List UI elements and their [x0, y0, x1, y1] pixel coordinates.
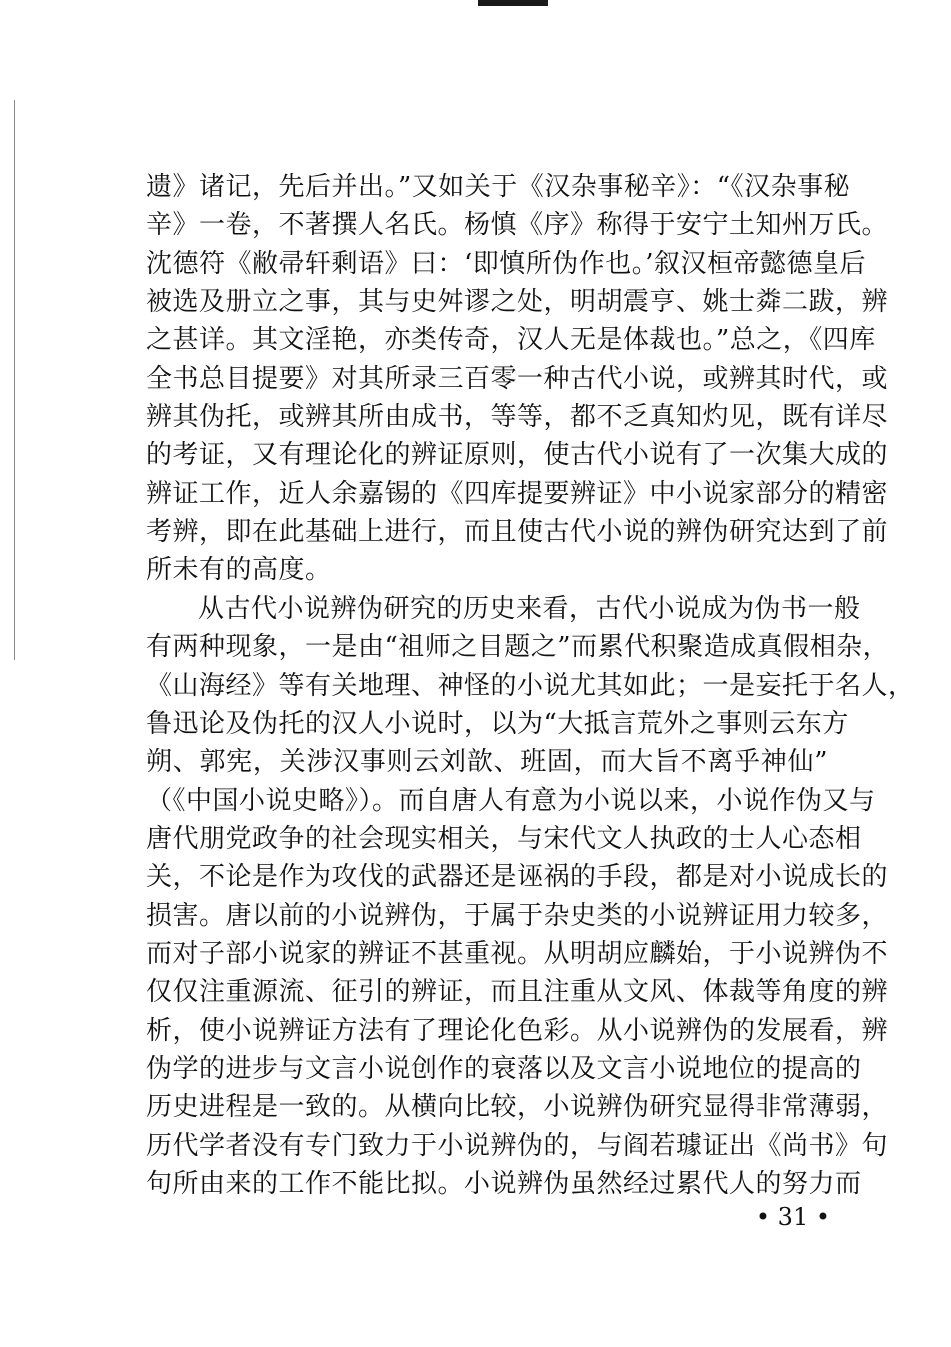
text-line: 历代学者没有专门致力于小说辨伪的，与阎若璩证出《尚书》句: [146, 1131, 889, 1161]
text-line: 所未有的高度。: [146, 555, 332, 585]
text-line: 朔、郭宪，关涉汉事则云刘歆、班固，而大旨不离乎神仙”: [146, 747, 828, 777]
page-number: • 31 •: [755, 1203, 830, 1231]
text-line: 鲁迅论及伪托的汉人小说时，以为“大抵言荒外之事则云东方: [146, 709, 849, 739]
text-line: 《山海经》等有关地理、神怪的小说尤其如此；一是妄托于名人，: [146, 671, 915, 701]
text-line: 的考证，又有理论化的辨证原则，使古代小说有了一次集大成的: [146, 440, 889, 470]
text-line: 历史进程是一致的。从横向比较，小说辨伪研究显得非常薄弱，: [146, 1092, 889, 1122]
text-line: 唐代朋党政争的社会现实相关，与宋代文人执政的士人心态相: [146, 824, 862, 854]
text-line: 遗》诸记，先后并出。”又如关于《汉杂事秘辛》：“《汉杂事秘: [146, 172, 851, 202]
text-line: 有两种现象，一是由“祖师之目题之”而累代积聚造成真假相杂，: [146, 632, 890, 662]
text-line: 辨证工作，近人余嘉锡的《四库提要辨证》中小说家部分的精密: [146, 479, 889, 509]
top-edge-mark: [478, 0, 548, 6]
text-line: 辨其伪托，或辨其所由成书，等等，都不乏真知灼见，既有详尽: [146, 402, 889, 432]
text-line: 损害。唐以前的小说辨伪，于属于杂史类的小说辨证用力较多，: [146, 901, 889, 931]
text-line: 沈德符《敝帚轩剩语》曰：‘即慎所伪作也。’叙汉桓帝懿德皇后: [146, 249, 867, 279]
text-line: 之甚详。其文淫艳，亦类传奇，汉人无是体裁也。”总之，《四库: [146, 325, 876, 355]
text-line: 辛》一卷，不著撰人名氏。杨慎《序》称得于安宁土知州万氏。: [146, 210, 889, 240]
text-line: 被选及册立之事，其与史舛谬之处，明胡震亨、姚士粦二跋，辨: [146, 287, 889, 317]
paragraph-start-line: 从古代小说辨伪研究的历史来看，古代小说成为伪书一般: [198, 594, 861, 624]
binding-edge-line: [14, 100, 15, 660]
text-line: 伪学的进步与文言小说创作的衰落以及文言小说地位的提高的: [146, 1054, 862, 1084]
text-line: 而对子部小说家的辨证不甚重视。从明胡应麟始，于小说辨伪不: [146, 939, 889, 969]
text-line: 句所由来的工作不能比拟。小说辨伪虽然经过累代人的努力而: [146, 1169, 862, 1199]
text-line: 考辨，即在此基础上进行，而且使古代小说的辨伪研究达到了前: [146, 517, 889, 547]
text-line: （《中国小说史略》）。而自唐人有意为小说以来，小说作伪又与: [146, 786, 876, 816]
text-line: 仅仅注重源流、征引的辨证，而且注重从文风、体裁等角度的辨: [146, 977, 889, 1007]
text-line: 析，使小说辨证方法有了理论化色彩。从小说辨伪的发展看，辨: [146, 1016, 889, 1046]
text-line: 关，不论是作为攻伐的武器还是诬祸的手段，都是对小说成长的: [146, 862, 889, 892]
text-line: 全书总目提要》对其所录三百零一种古代小说，或辨其时代，或: [146, 364, 889, 394]
